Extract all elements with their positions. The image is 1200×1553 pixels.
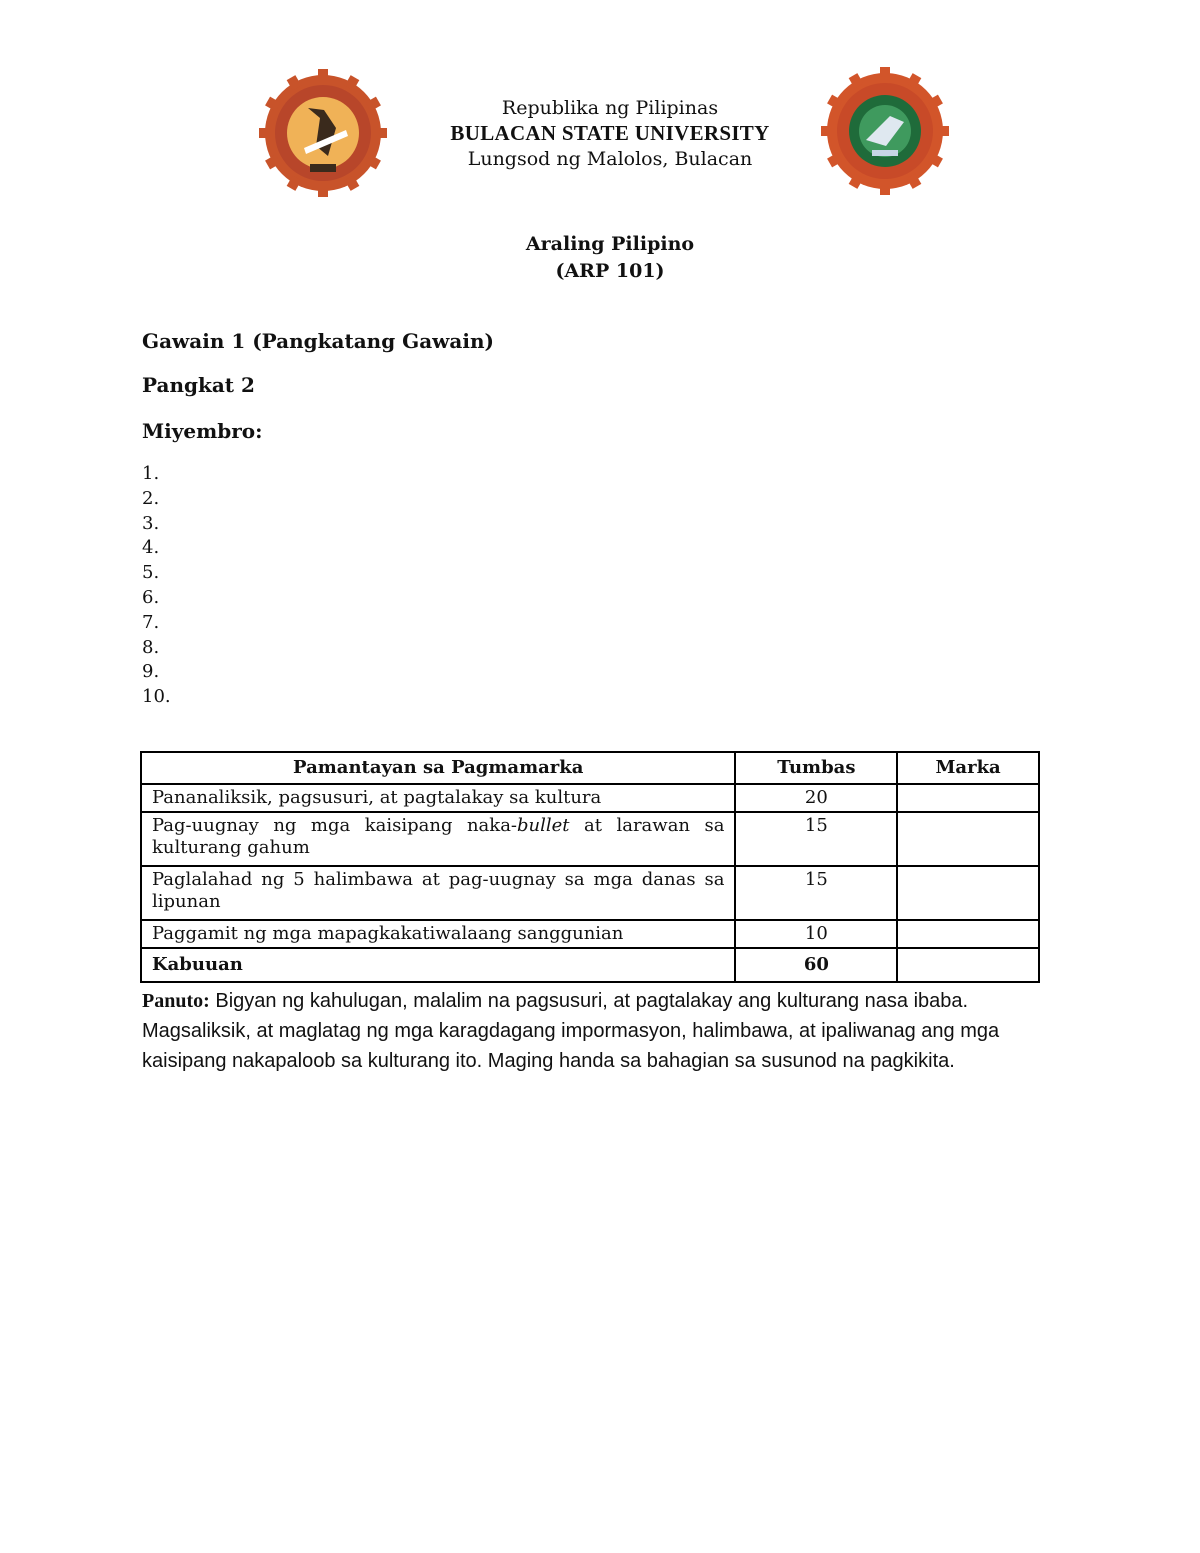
course-heading	[400, 231, 820, 285]
header-score: Marka	[897, 752, 1039, 784]
members-list	[142, 462, 171, 710]
list-item: 9.	[142, 661, 160, 683]
criterion-text: Pag-uugnay ng mga kaisipang naka-	[152, 815, 518, 836]
table-row	[141, 784, 1039, 812]
table-row	[141, 920, 1039, 948]
criterion-cell: Pananaliksik, pagsusuri, at pagtalakay sa kultura	[141, 784, 735, 812]
header-criteria: Pamantayan sa Pagmamarka	[141, 752, 735, 784]
instructions-label: Panuto:	[142, 990, 210, 1012]
list-item: 4.	[142, 537, 160, 559]
instructions-paragraph	[142, 986, 1062, 1076]
rubric-table	[140, 751, 1040, 983]
bulsu-seal-logo	[258, 68, 388, 198]
header-location: Lungsod ng Malolos, Bulacan	[467, 148, 753, 170]
list-item: 2.	[142, 487, 160, 509]
course-code: (ARP 101)	[555, 260, 665, 282]
document-header	[400, 96, 820, 172]
score-cell	[897, 920, 1039, 948]
score-cell	[897, 812, 1039, 866]
criterion-emphasis: bullet	[517, 815, 570, 836]
instructions-text: Bigyan ng kahulugan, malalim na pagsusuri, at pagtalakay ang kulturang nasa ibaba. Magsaliksik, at maglatag ng mga karagdagang impormasyon, halimbawa, at ipaliwanag ang mga kaisipang nakapaloob sa kulturang ito. Maging handa sa bahagian sa susunod na pagkikita.	[142, 990, 1000, 1072]
college-seal-logo	[820, 66, 950, 196]
course-title: Araling Pilipino	[525, 233, 695, 255]
points-cell: 15	[735, 866, 897, 920]
table-row	[141, 812, 1039, 866]
header-university: BULACAN STATE UNIVERSITY	[450, 121, 770, 145]
total-score	[897, 948, 1039, 982]
total-points: 60	[735, 948, 897, 982]
score-cell	[897, 866, 1039, 920]
criterion-cell: Paglalahad ng 5 halimbawa at pag-uugnay sa mga danas sa lipunan	[141, 866, 735, 920]
criterion-cell	[141, 812, 735, 866]
total-row	[141, 948, 1039, 982]
list-item: 6.	[142, 586, 160, 608]
points-cell: 10	[735, 920, 897, 948]
list-item: 3.	[142, 512, 160, 534]
activity-title: Gawain 1 (Pangkatang Gawain)	[142, 329, 494, 353]
total-label: Kabuuan	[141, 948, 735, 982]
list-item: 5.	[142, 562, 160, 584]
group-label: Pangkat 2	[142, 373, 255, 397]
table-header-row	[141, 752, 1039, 784]
points-cell: 15	[735, 812, 897, 866]
criterion-text: at larawan sa kulturang gahum	[152, 815, 725, 858]
list-item: 1.	[142, 463, 160, 484]
score-cell	[897, 784, 1039, 812]
criterion-cell: Paggamit ng mga mapagkakatiwalaang sanggunian	[141, 920, 735, 948]
list-item: 7.	[142, 611, 160, 633]
header-republic: Republika ng Pilipinas	[501, 97, 719, 119]
table-row	[141, 866, 1039, 920]
list-item: 8.	[142, 636, 160, 658]
list-item: 10.	[142, 686, 171, 708]
header-points: Tumbas	[735, 752, 897, 784]
points-cell: 20	[735, 784, 897, 812]
members-label: Miyembro:	[142, 419, 263, 443]
